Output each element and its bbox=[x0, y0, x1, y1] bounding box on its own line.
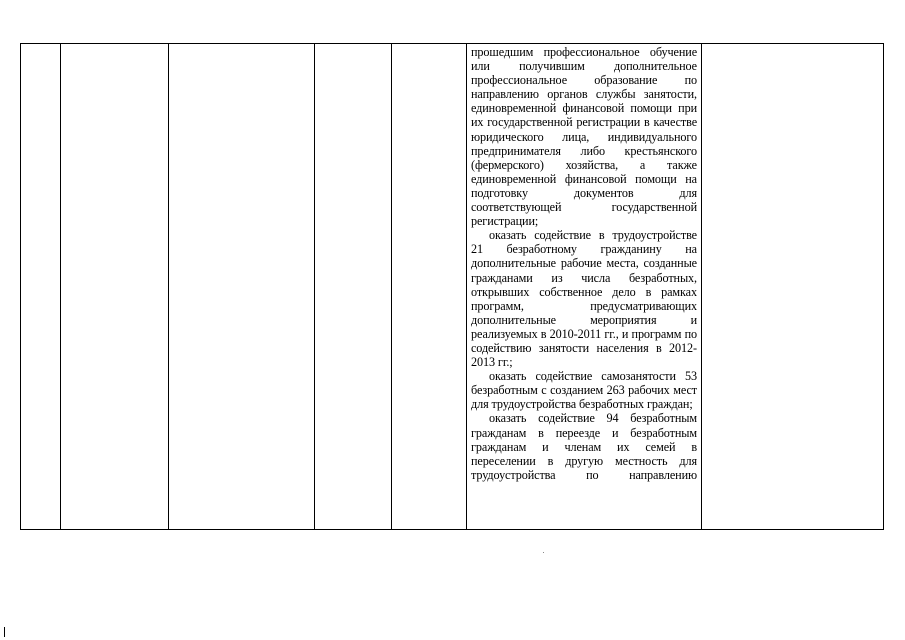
table-cell-empty bbox=[392, 44, 467, 530]
paragraph: прошедшим профессиональное обучение или получившим дополнительное профессиональное образование по направлению органов службы занятости, единовременной финансовой помощи при их государственной регистрации в качестве юридического лица, индивидуального предпринимателя либо крестьянского (фермерского) хозяйства, а также единовременной финансовой помощи на подготовку документов для соответствующей государственной регистрации; bbox=[471, 45, 697, 229]
document-table bbox=[20, 43, 884, 530]
paragraph: оказать содействие самозанятости 53 безработным с созданием 263 рабочих мест для трудоустройства безработных граждан; bbox=[471, 369, 697, 412]
paragraph: оказать содействие в трудоустройстве 21 безработному гражданину на дополнительные рабочие места, созданные гражданами из числа безработных, открывших собственное дело в рамках программ, предусматривающих дополнительные мероприятия и реализуемых в 2010-2011 гг., и программ по содействию занятости населения в 2012-2013 гг.; bbox=[471, 228, 697, 370]
table-cell-empty bbox=[21, 44, 61, 530]
table-row bbox=[21, 44, 884, 530]
scan-edge-mark bbox=[4, 627, 5, 637]
scan-dot-mark bbox=[543, 552, 544, 553]
table-cell-empty bbox=[61, 44, 169, 530]
table-cell-empty bbox=[702, 44, 884, 530]
table-cell-text bbox=[467, 44, 702, 530]
table-cell-empty bbox=[169, 44, 315, 530]
paragraph: оказать содействие 94 безработным гражданам в переезде и безработным гражданам и членам их семей в переселении в другую местность для трудоустройства по направлению bbox=[471, 411, 697, 482]
table-cell-empty bbox=[315, 44, 392, 530]
